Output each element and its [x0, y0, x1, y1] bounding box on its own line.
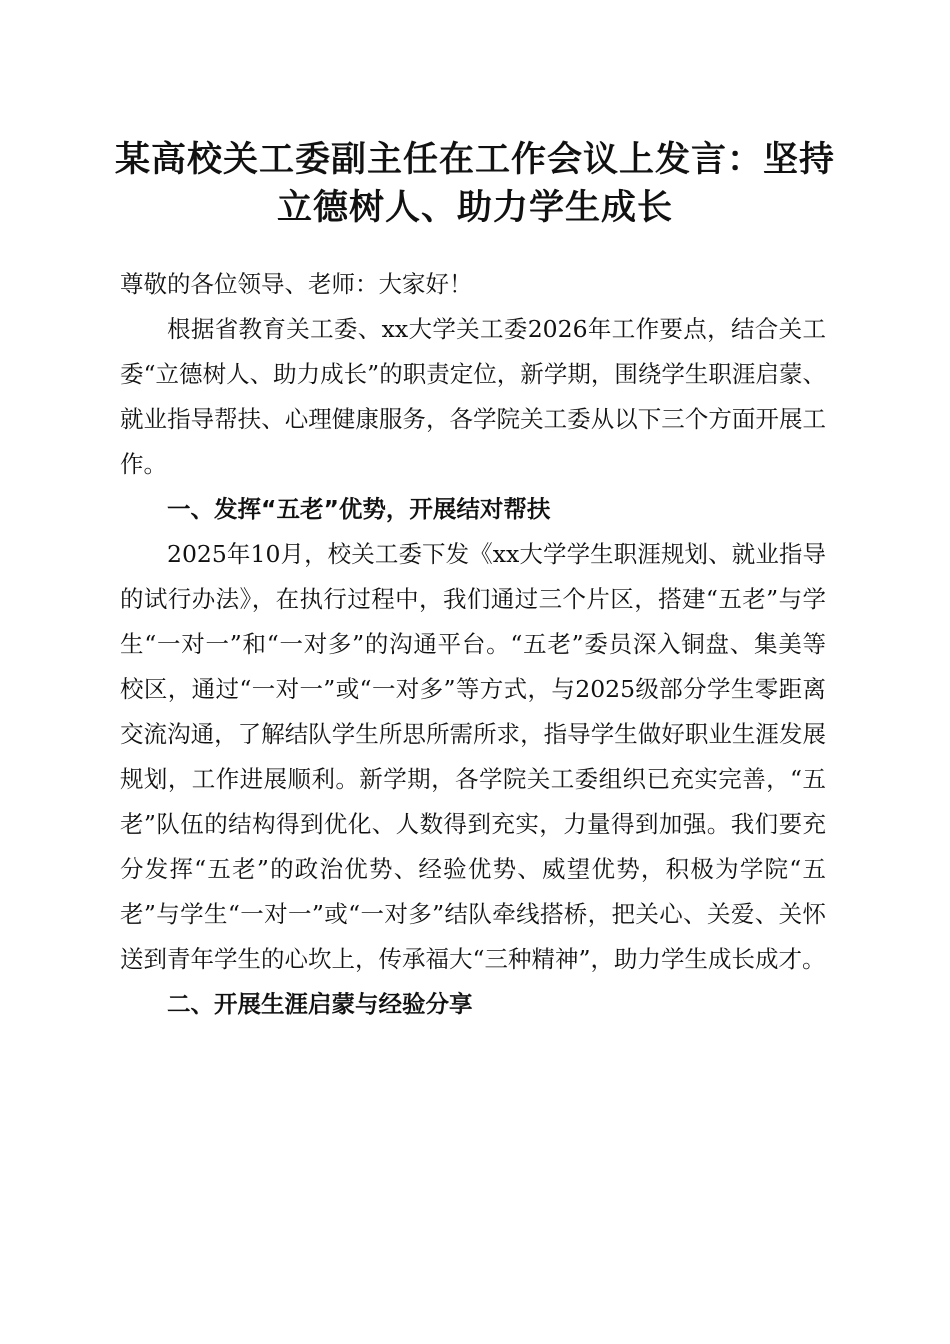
section-1-paragraph: 2025年10月，校关工委下发《xx大学学生职涯规划、就业指导的试行办法》，在执行过程中，我们通过三个片区，搭建“五老”与学生“一对一”和“一对多”的沟通平台。“五老”委员深入铜盘、集美等校区，通过“一对一”或“一对多”等方式，与2025级部分学生零距离交流沟通，了解结队学生所思所需所求，指导学生做好职业生涯发展规划，工作进展顺利。新学期，各学院关工委组织已充实完善，“五老”队伍的结构得到优化、人数得到充实，力量得到加强。我们要充分发挥“五老”的政治优势、经验优势、威望优势，积极为学院“五老”与学生“一对一”或“一对多”结队牵线搭桥，把关心、关爱、关怀送到青年学生的心坎上，传承福大“三种精神”，助力学生成长成才。 [120, 540, 826, 973]
document-body [120, 262, 826, 1027]
greeting: 尊敬的各位领导、老师：大家好！ [120, 270, 473, 298]
section-2-heading: 二、开展生涯启蒙与经验分享 [167, 990, 473, 1018]
intro-paragraph: 根据省教育关工委、xx大学关工委2026年工作要点，结合关工委“立德树人、助力成长”的职责定位，新学期，围绕学生职涯启蒙、就业指导帮扶、心理健康服务，各学院关工委从以下三个方面开展工作。 [120, 315, 826, 478]
section-1-heading: 一、发挥“五老”优势，开展结对帮扶 [167, 495, 551, 523]
document-title [110, 136, 840, 232]
title-line-1: 某高校关工委副主任在工作会议上发言：坚持 [114, 139, 835, 180]
title-line-2: 立德树人、助力学生成长 [276, 187, 673, 228]
